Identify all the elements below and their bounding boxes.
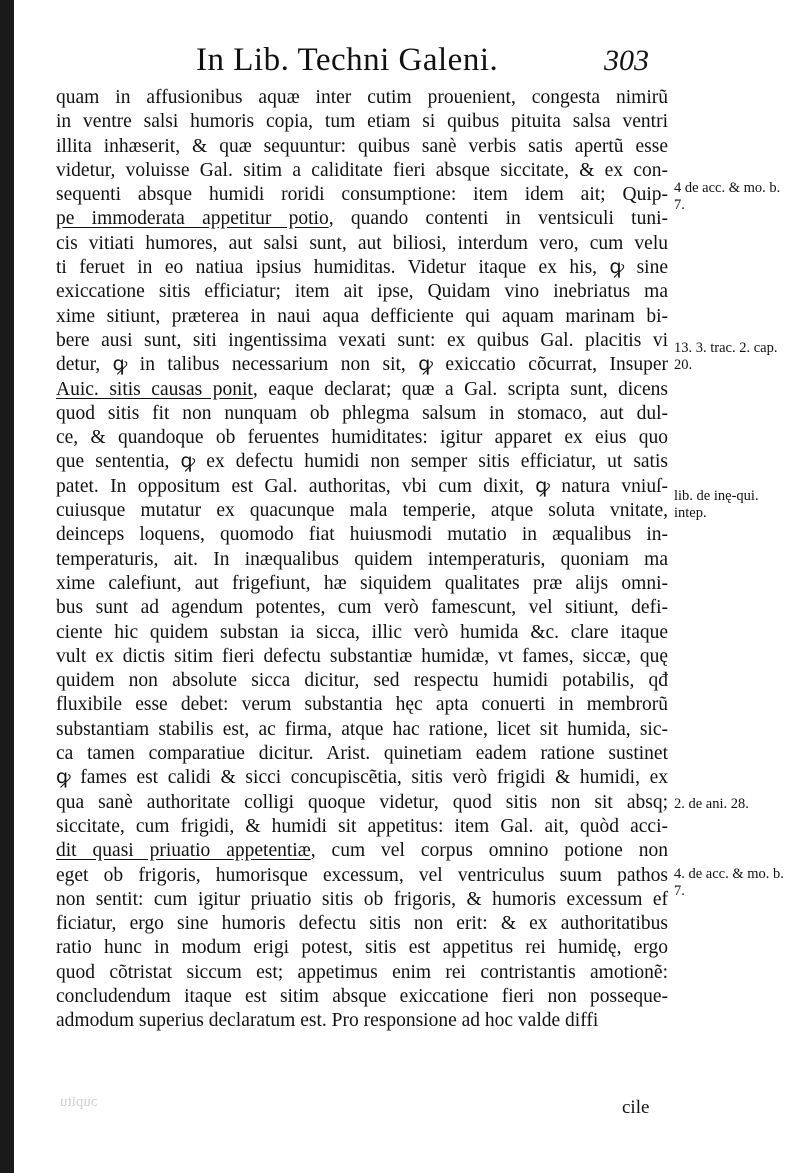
- page-number: 303: [604, 44, 649, 77]
- text-line: siccitate, cum frigidi, & humidi sit appetitus: item Gal. ait, quòd acci-: [56, 815, 668, 837]
- text-line: ca tamen comparatiue dicitur. Arist. quinetiam eadem ratione sustinet: [56, 743, 668, 765]
- text-line: concludendum itaque est sitim absque exiccatione fieri non posseque-: [56, 985, 668, 1007]
- text-line-underlined: [56, 839, 668, 863]
- text-line: ꝙ fames est calidi & sicci concupiscẽtia, sitis verò frigidi & humidi, ex: [56, 767, 668, 789]
- text-line: detur, ꝙ in talibus necessarium non sit, ꝙ exiccatio cõcurrat, Insuper: [56, 354, 668, 376]
- text-line: que sententia, ꝙ ex defectu humidi non semper sitis efficiatur, ut satis: [56, 451, 668, 473]
- text-line: temperaturis, ait. In inæqualibus quidem intemperaturis, quoniam ma: [56, 548, 668, 570]
- text-line: ce, & quandoque ob feruentes humiditates: igitur apparet ex eius quo: [56, 427, 668, 449]
- running-head: In Lib. Techni Galeni.: [196, 42, 499, 78]
- text-line: in ventre salsi humoris copia, tum etiam si quibus pituita salsa ventri: [56, 111, 668, 133]
- text-line: ficiatur, ergo sine humoris defectu sitis non erit: & ex authoritatibus: [56, 913, 668, 935]
- text-line: eget ob frigoris, humorisque excessum, vel ventriculus suum pathos: [56, 864, 668, 886]
- text-line: fluxibile esse debet: verum substantia hęc apta conuerti in membrorũ: [56, 694, 668, 716]
- body-text: [56, 86, 668, 1034]
- show-through-text: ɔupitu: [60, 1094, 98, 1110]
- margin-note: 2. de ani. 28.: [674, 796, 749, 812]
- text-line: substantiam stabilis est, ac firma, atque hac ratione, licet sit humida, sic-: [56, 718, 668, 740]
- text-line: bere ausi sunt, siti ingentissima vexati sunt: ex quibus Gal. placitis vi: [56, 329, 668, 351]
- text-line: quidem non absolute sicca dicitur, sed respectu humidi potabilis, qđ: [56, 670, 668, 692]
- text-line: deinceps loquens, quomodo fiat huiusmodi mutatio in æqualibus in-: [56, 524, 668, 546]
- text-line: ti feruet in eo natiua ipsius humiditas. Videtur itaque ex his, ꝙ sine: [56, 257, 668, 279]
- text-line: xime sitiunt, præterea in naui aqua defficiente qui aquam marinam bi-: [56, 305, 668, 327]
- text-line: cuiusque mutatur ex quacunque mala temperie, atque soluta vnitate,: [56, 500, 668, 522]
- underlined-phrase: Auic. sitis causas ponit: [56, 378, 253, 400]
- text-line: vult ex dictis sitim fieri defectu substantiæ humidæ, vt fames, siccæ, quę: [56, 645, 668, 667]
- text-line: admodum superius declaratum est. Pro responsione ad hoc valde diffi: [56, 1010, 599, 1032]
- text-line: bus sunt ad agendum potentes, cum verò famescunt, vel sitiunt, defi-: [56, 597, 668, 619]
- text-line: qua sanè authoritate colligi quoque videtur, quod sitis non sit absq;: [56, 791, 668, 813]
- text-line-underlined: [56, 207, 668, 231]
- margin-note: lib. de inę-qui. intep.: [674, 488, 759, 521]
- page-header: [0, 42, 800, 82]
- text-line-tail: , quando contenti in ventsiculi tuni-: [328, 208, 668, 230]
- underlined-phrase: dit quasi priuatio appetentiæ: [56, 840, 311, 862]
- text-line: ratio hunc in modum erigi potest, sitis est appetitus rei humidę, ergo: [56, 937, 668, 959]
- text-line: videtur, voluisse Gal. sitim a caliditate fieri absque siccitate, & ex con-: [56, 159, 668, 181]
- margin-note: 13. 3. trac. 2. cap. 20.: [674, 340, 778, 373]
- text-line: cis vitiati humores, aut salsi sunt, aut biliosi, interdum vero, cum velu: [56, 232, 668, 254]
- catchword: cile: [622, 1097, 650, 1118]
- margin-note: 4 de acc. & mo. b. 7.: [674, 180, 781, 213]
- text-line: illita inhæserit, & quæ sequuntur: quibus sanè verbis satis apertũ esse: [56, 135, 668, 157]
- text-line: xime calefiunt, aut frigefiunt, hæ siquidem qualitates præ alijs omni-: [56, 572, 668, 594]
- text-line: non sentit: cum igitur priuatio sitis ob frigoris, & humoris excessum ef: [56, 888, 668, 910]
- underlined-phrase: pe immoderata appetitur potio: [56, 208, 329, 230]
- margin-note: 4. de acc. & mo. b. 7.: [674, 866, 784, 899]
- text-line: quod sitis fit non nunquam ob phlegma salsum in stomaco, aut dul-: [56, 402, 668, 424]
- text-line: exiccatione sitis efficiatur; item ait ipse, Quidam vino inebriatus ma: [56, 281, 668, 303]
- page-edge-shadow: [0, 0, 14, 1173]
- text-line-underlined: [56, 378, 668, 402]
- text-line: sequenti absque humidi roridi consumptione: item idem ait; Quip-: [56, 184, 668, 206]
- text-line-tail: , cum vel corpus omnino potione non: [310, 840, 668, 862]
- text-line: patet. In oppositum est Gal. authoritas, vbi cum dixit, ꝙ natura vniuſ-: [56, 475, 668, 497]
- text-line: quod cõtristat siccum est; appetimus enim rei contristantis amotionẽ:: [56, 961, 668, 983]
- text-line-tail: , eaque declarat; quæ a Gal. scripta sunt, dicens: [252, 378, 668, 400]
- text-line: ciente hic quidem substan ia sicca, illic verò humida &c. clare itaque: [56, 621, 668, 643]
- text-line: quam in affusionibus aquæ inter cutim prouenient, congesta nimirũ: [56, 87, 668, 108]
